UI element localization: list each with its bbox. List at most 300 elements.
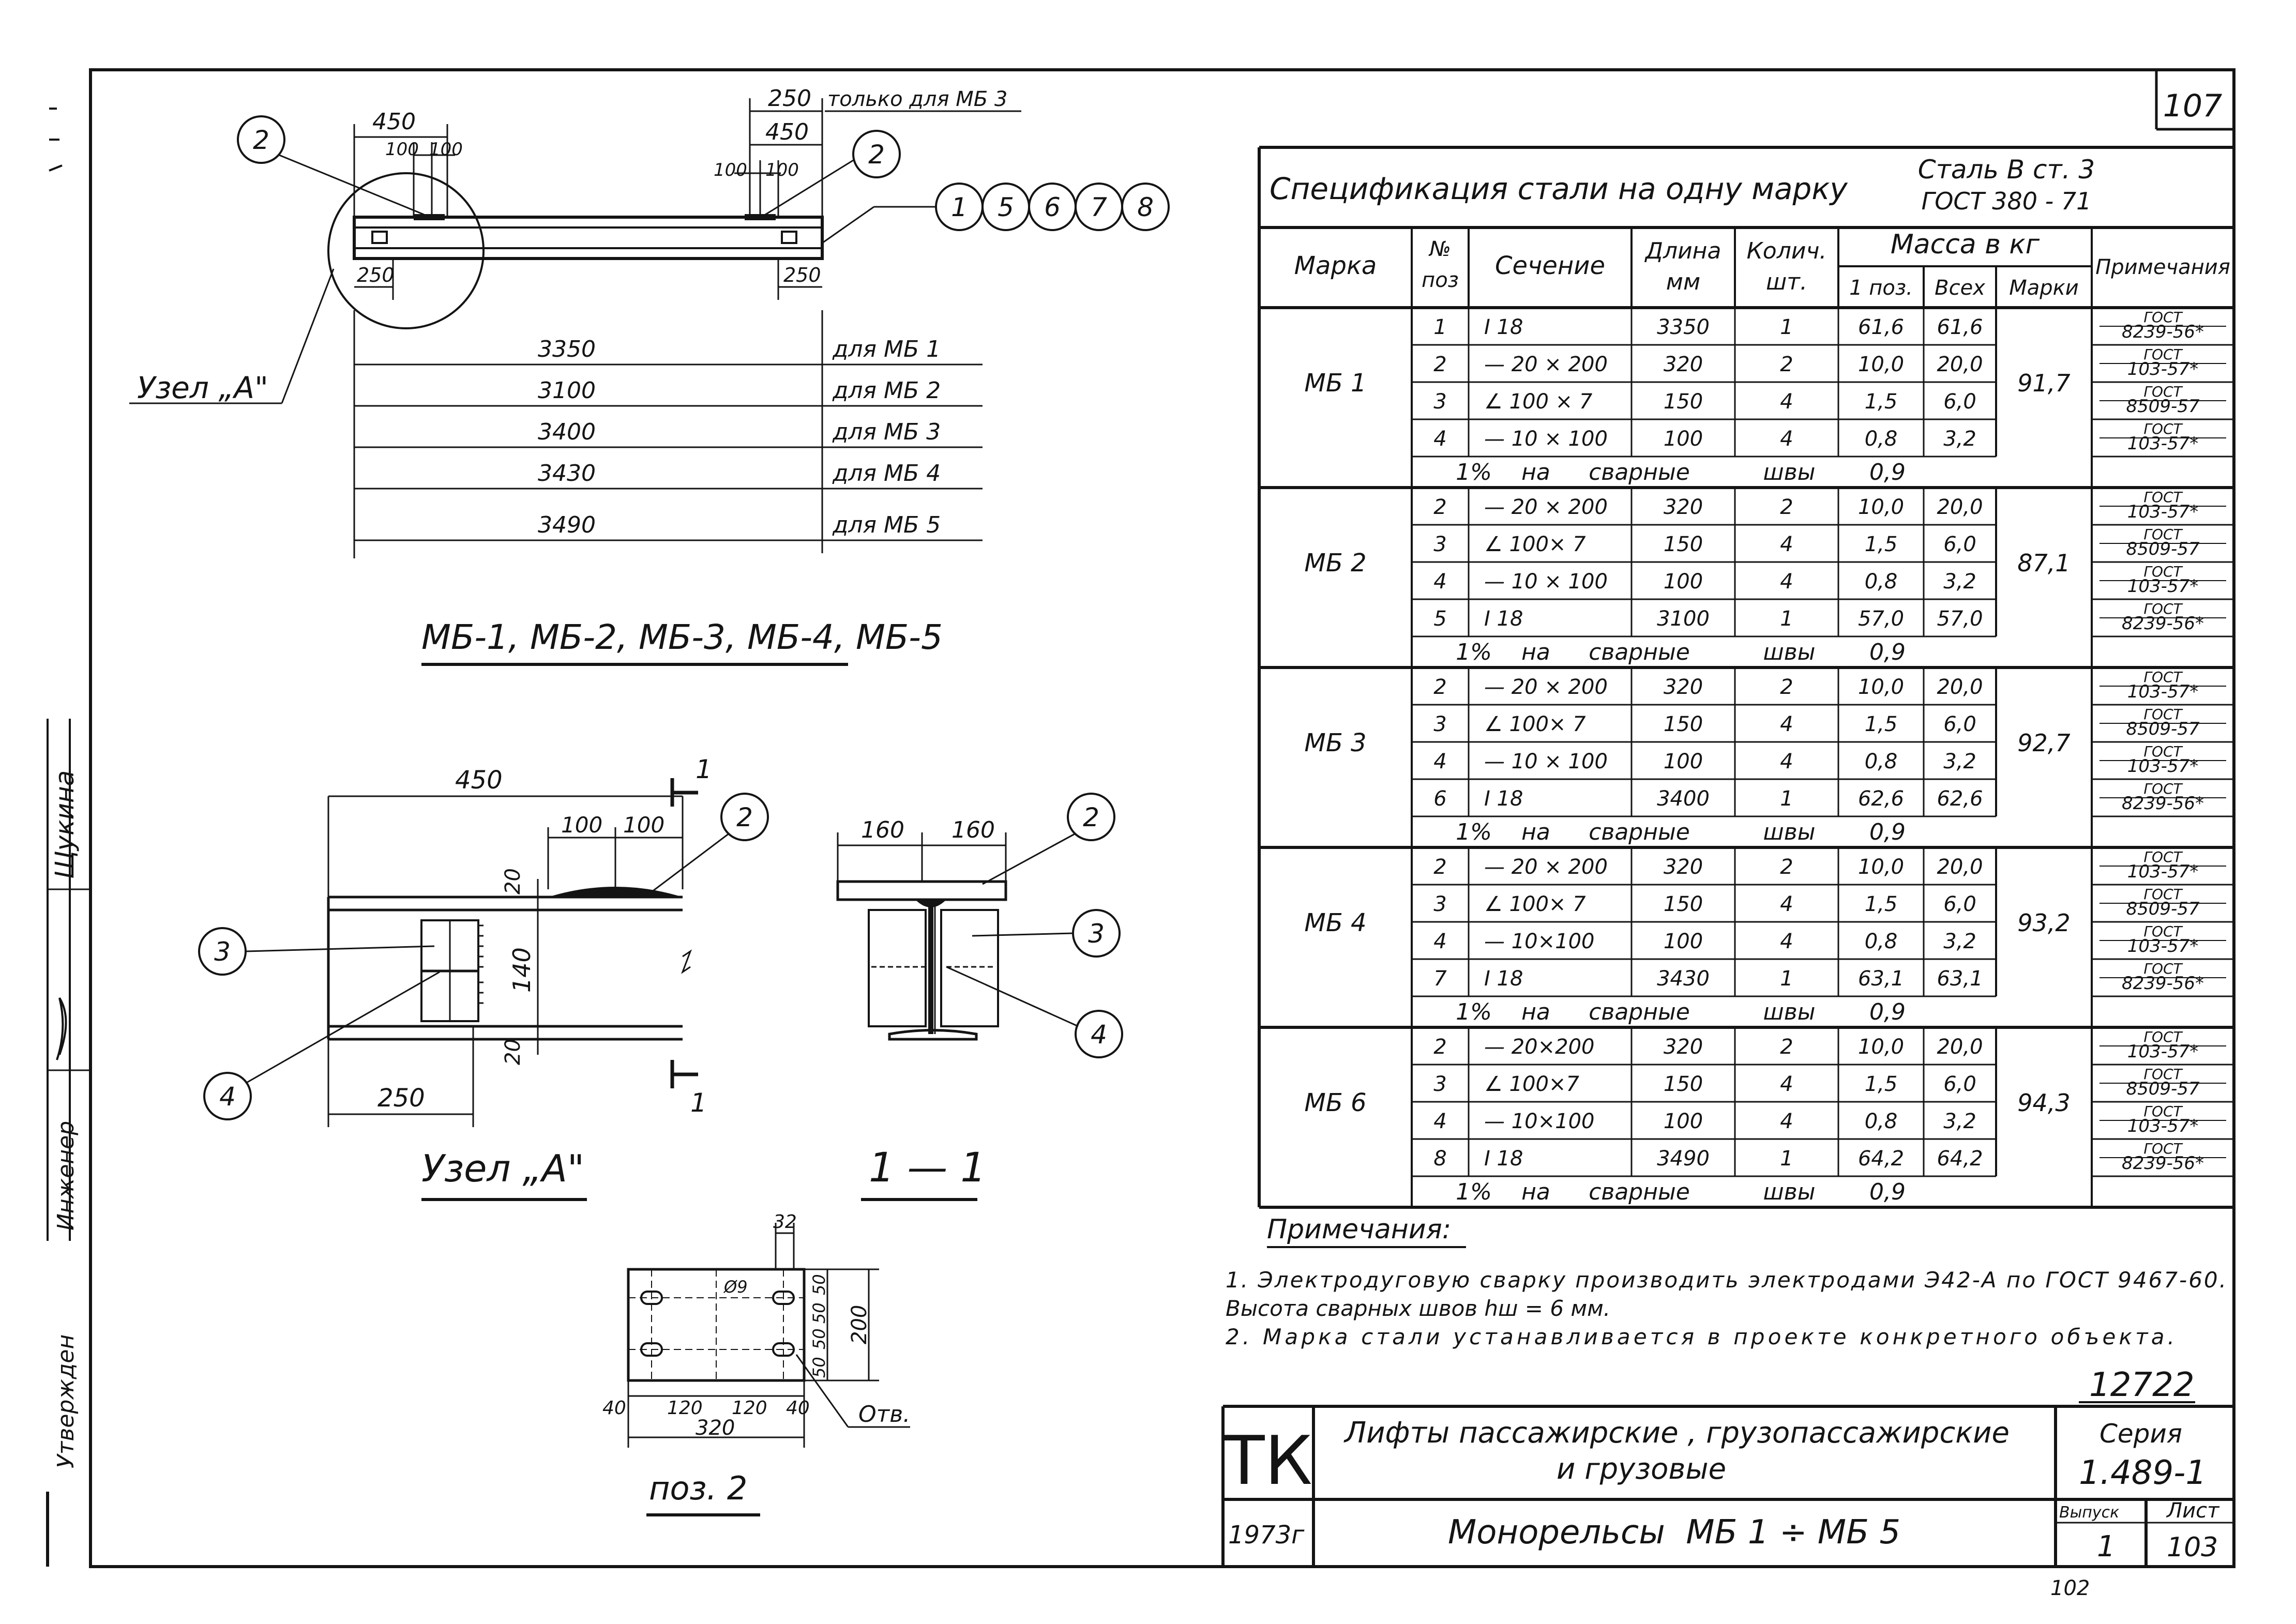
cell-note-gost: ГОСТ [2143,780,2182,797]
callout-1: 1 [951,192,968,222]
cell-pos: 4 [1433,930,1447,953]
cell-mass-one: 10,0 [1857,353,1905,376]
section-1-1 [838,794,1122,1200]
cell-note-num: 103-57* [2127,861,2199,882]
archive-number: 12722 [2089,1366,2195,1404]
group-total-mass: 91,7 [2017,369,2071,397]
sec-dim-160-a: 160 [861,817,904,843]
cell-pos: 2 [1433,675,1447,699]
cell-pos: 3 [1433,390,1447,414]
cell-qty: 2 [1780,675,1793,699]
pos2-hole-note: Ø9 [724,1277,748,1297]
group-mark: МБ 4 [1304,908,1367,937]
len-mb5: 3490 [538,512,596,538]
cell-qty: 4 [1780,390,1793,414]
cell-note-gost: ГОСТ [2143,489,2182,506]
cell-note-gost: ГОСТ [2143,526,2182,543]
sheet-value: 103 [2167,1532,2218,1563]
cell-section: ∠ 100× 7 [1484,533,1586,556]
cell-note-num: 8509-57 [2126,719,2200,739]
pos2-hole-label: Отв. [858,1401,911,1428]
cell-note-num: 8239-56* [2121,793,2204,814]
cell-section: — 10 × 100 [1484,570,1608,594]
beam-drawing [129,85,1169,664]
cell-pos: 2 [1433,855,1447,879]
plate-left [414,214,445,220]
cell-mass-all: 20,0 [1937,353,1983,376]
cell-pos: 6 [1433,787,1447,811]
hdr-mass: Масса в кг [1890,229,2040,260]
cell-qty: 2 [1780,855,1793,879]
cell-section: — 20 × 200 [1484,855,1608,879]
pos2-dim-50-a: 50 [809,1274,829,1295]
group-mark: МБ 1 [1304,369,1367,398]
group-mark: МБ 6 [1304,1088,1367,1117]
page-number-box [2156,70,2234,129]
only-mb3-note: только для МБ 3 [827,87,1008,111]
weld-word: на [1521,819,1550,845]
cell-note-num: 8239-56* [2121,1153,2204,1174]
weld-word: швы [1763,999,1816,1025]
cell-mass-all: 63,1 [1937,967,1983,991]
cell-section: — 20 × 200 [1484,495,1608,519]
cell-mass-all: 6,0 [1943,390,1976,414]
pos2-dim-120-a: 120 [667,1398,703,1419]
cell-pos: 2 [1433,1035,1447,1059]
weld-percent: 1% [1456,1179,1492,1205]
section-mark-bottom: 1 [690,1088,707,1118]
node-dim-20-bottom: 20 [501,1039,525,1065]
callout-6: 6 [1044,192,1061,222]
weld-word: сварные [1589,1179,1690,1205]
approved-label: Утвержден [53,1334,79,1468]
cell-section: — 10×100 [1484,1110,1595,1133]
cell-qty: 4 [1780,1110,1793,1133]
pos2-dim-40-b: 40 [786,1398,810,1419]
cell-mass-all: 3,2 [1943,427,1976,451]
cell-section: — 20 × 200 [1484,353,1608,376]
cell-mass-one: 57,0 [1857,607,1905,631]
project-line-2: и грузовые [1557,1452,1727,1486]
cell-mass-one: 62,6 [1857,787,1905,811]
dim-100-b: 100 [429,139,463,160]
cell-qty: 1 [1780,967,1793,991]
weld-word: сварные [1589,819,1690,845]
cell-note-gost: ГОСТ [2143,309,2182,326]
weld-word: сварные [1589,999,1690,1025]
cell-note-num: 8239-56* [2121,322,2204,342]
cell-mass-all: 20,0 [1937,495,1983,519]
cell-length: 320 [1663,1035,1703,1059]
cell-length: 320 [1663,353,1703,376]
dim-250-right-bottom: 250 [783,264,821,286]
cell-mass-one: 1,5 [1864,712,1898,736]
cell-note-num: 103-57* [2127,433,2199,454]
spec-table [1259,147,2234,1207]
cell-note-num: 8509-57 [2126,1079,2200,1099]
node-circle [328,173,484,328]
section-mark-top: 1 [696,754,712,784]
cell-section: I 18 [1484,967,1523,991]
cell-qty: 1 [1780,607,1793,631]
cell-length: 3430 [1657,967,1710,991]
weld-mass: 0,9 [1869,639,1906,665]
cell-mass-one: 0,8 [1864,750,1898,773]
note-line-3: 2. Марка стали устанавливается в проекте конкретного объекта. [1226,1324,2174,1349]
node-dim-450: 450 [455,766,503,795]
pos2-dim-32: 32 [773,1211,797,1233]
cell-qty: 4 [1780,712,1793,736]
cell-pos: 4 [1433,750,1447,773]
callout-7: 7 [1091,192,1107,222]
cell-mass-one: 10,0 [1857,495,1905,519]
len-mb1-label: для МБ 1 [833,336,941,362]
cell-note-gost: ГОСТ [2143,886,2182,903]
cell-qty: 2 [1780,353,1793,376]
node-callout-2: 2 [736,802,753,832]
notes [1226,1214,2226,1349]
cell-qty: 4 [1780,570,1793,594]
dim-100-a: 100 [385,139,419,160]
cell-length: 3350 [1657,315,1710,339]
cell-note-gost: ГОСТ [2143,1066,2182,1083]
cell-pos: 2 [1433,353,1447,376]
cell-length: 320 [1663,675,1703,699]
group-total-mass: 87,1 [2017,549,2071,577]
dim-450-left: 450 [372,109,416,135]
notes-title: Примечания: [1267,1214,1452,1245]
cell-mass-one: 64,2 [1857,1147,1905,1171]
cell-mass-one: 1,5 [1864,1072,1898,1096]
cell-length: 100 [1663,930,1703,953]
node-a-title: Узел „А" [421,1147,585,1190]
cell-mass-all: 3,2 [1943,1110,1976,1133]
weld-word: швы [1763,1179,1816,1205]
callout-2-right: 2 [868,140,885,170]
cell-qty: 1 [1780,1147,1793,1171]
beam-title: МБ-1, МБ-2, МБ-3, МБ-4, МБ-5 [421,617,943,657]
cell-note-gost: ГОСТ [2143,960,2182,977]
pos2-dim-50-b: 50 [809,1302,829,1324]
cell-mass-one: 0,8 [1864,570,1898,594]
cell-length: 150 [1663,533,1703,556]
cell-note-gost: ГОСТ [2143,346,2182,363]
len-mb1: 3350 [538,336,596,362]
node-callout-4: 4 [219,1082,236,1112]
len-mb3-label: для МБ 3 [833,419,941,445]
cell-pos: 5 [1433,607,1447,631]
weld-mass: 0,9 [1869,999,1906,1025]
issue-label: Выпуск [2059,1504,2120,1522]
project-line-1: Лифты пассажирские , грузопассажирские [1345,1416,2010,1450]
hdr-mass-all: Всех [1935,276,1985,300]
cell-mass-all: 62,6 [1937,787,1983,811]
cell-qty: 2 [1780,1035,1793,1059]
page-number-top: 107 [2163,88,2223,124]
cell-section: — 20 × 200 [1484,675,1608,699]
cell-section: ∠ 100×7 [1484,1072,1579,1096]
hdr-length: Длина [1645,238,1721,264]
cell-note-num: 103-57* [2127,936,2199,957]
spec-steel: Сталь В ст. 3 [1917,155,2095,185]
weld-word: швы [1763,819,1816,845]
cell-section: I 18 [1484,607,1523,631]
cell-mass-all: 61,6 [1937,315,1983,339]
note-line-1: 1. Электродуговую сварку производить электродами Э42-А по ГОСТ 9467-60. [1226,1267,2226,1293]
hdr-qty: шт. [1766,269,1807,295]
weld-mass: 0,9 [1869,1179,1906,1205]
pos2-dim-120-b: 120 [732,1398,767,1419]
cell-note-gost: ГОСТ [2143,706,2182,723]
cell-length: 150 [1663,390,1703,414]
title-block [1223,1406,2234,1567]
dim-250-left-bottom: 250 [357,264,395,286]
cell-qty: 2 [1780,495,1793,519]
len-mb4-label: для МБ 4 [833,460,941,487]
cell-note-gost: ГОСТ [2143,848,2182,866]
callout-8: 8 [1137,192,1154,222]
cell-qty: 4 [1780,427,1793,451]
sec-callout-2: 2 [1083,802,1099,832]
cell-qty: 1 [1780,315,1793,339]
cell-qty: 1 [1780,787,1793,811]
dim-100-d: 100 [765,160,799,180]
cell-note-gost: ГОСТ [2143,1028,2182,1045]
weld-word: на [1521,639,1550,665]
cell-section: — 20×200 [1484,1035,1595,1059]
weld-word: швы [1763,459,1816,485]
cell-length: 100 [1663,570,1703,594]
cell-note-num: 8239-56* [2121,973,2204,994]
cell-note-num: 8509-57 [2126,539,2200,559]
cell-note-gost: ГОСТ [2143,600,2182,617]
node-dim-250: 250 [377,1084,425,1113]
cell-qty: 4 [1780,533,1793,556]
pos2-dim-320: 320 [696,1416,735,1440]
cell-section: ∠ 100 × 7 [1484,390,1593,414]
cell-mass-all: 20,0 [1937,855,1983,879]
cell-mass-all: 3,2 [1943,570,1976,594]
pos2-title: поз. 2 [649,1469,748,1507]
cell-note-gost: ГОСТ [2143,923,2182,940]
cell-note-num: 8509-57 [2126,396,2200,417]
cell-pos: 3 [1433,892,1447,916]
cell-note-gost: ГОСТ [2143,563,2182,580]
cell-section: I 18 [1484,315,1523,339]
node-dim-20-top: 20 [501,868,525,894]
cell-mass-all: 20,0 [1937,675,1983,699]
pos2-dim-200: 200 [848,1304,871,1344]
cell-length: 100 [1663,1110,1703,1133]
cell-note-gost: ГОСТ [2143,1103,2182,1120]
engineer-label: Инженер [53,1120,79,1231]
cell-mass-one: 10,0 [1857,855,1905,879]
cell-mass-one: 61,6 [1857,315,1905,339]
hdr-length: мм [1666,269,1701,295]
pos2-dim-40-a: 40 [602,1398,626,1419]
cell-section: ∠ 100× 7 [1484,892,1586,916]
weld-word: на [1521,1179,1550,1205]
cell-note-num: 8509-57 [2126,899,2200,919]
len-mb4: 3430 [538,460,596,487]
issue-value: 1 [2097,1530,2116,1564]
cell-mass-all: 3,2 [1943,930,1976,953]
hdr-pos: поз [1422,268,1459,292]
series-value: 1.489-1 [2079,1454,2207,1492]
dim-250-right-top: 250 [768,85,811,112]
cell-length: 3100 [1657,607,1710,631]
cell-mass-one: 0,8 [1864,930,1898,953]
node-dim-100-b: 100 [623,812,665,838]
cell-note-num: 103-57* [2127,359,2199,380]
pos2-dim-50-c: 50 [809,1328,829,1349]
callout-5: 5 [998,192,1014,222]
weld-word: сварные [1589,459,1690,485]
cell-length: 320 [1663,495,1703,519]
group-total-mass: 92,7 [2017,729,2071,757]
cell-section: I 18 [1484,1147,1523,1171]
node-a-detail [199,754,768,1200]
weld-percent: 1% [1456,639,1492,665]
cell-qty: 4 [1780,1072,1793,1096]
cell-note-num: 103-57* [2127,756,2199,777]
hdr-mass-one: 1 поз. [1849,276,1913,300]
cell-mass-all: 6,0 [1943,892,1976,916]
sec-callout-4: 4 [1091,1020,1107,1050]
weld-word: швы [1763,639,1816,665]
cell-mass-one: 0,8 [1864,427,1898,451]
hdr-qty: Колич. [1746,238,1827,264]
cell-note-gost: ГОСТ [2143,383,2182,400]
signature [57,998,66,1060]
weld-mass: 0,9 [1869,459,1906,485]
cell-pos: 8 [1433,1147,1447,1171]
cell-pos: 4 [1433,570,1447,594]
cell-pos: 4 [1433,1110,1447,1133]
cell-qty: 4 [1780,892,1793,916]
cell-section: ∠ 100× 7 [1484,712,1586,736]
cell-section: — 10 × 100 [1484,750,1608,773]
cell-length: 150 [1663,712,1703,736]
cell-pos: 7 [1433,967,1447,991]
len-mb2-label: для МБ 2 [833,377,941,404]
cell-note-num: 103-57* [2127,576,2199,597]
cell-length: 320 [1663,855,1703,879]
cell-mass-one: 10,0 [1857,1035,1905,1059]
cell-section: — 10×100 [1484,930,1595,953]
cell-mass-one: 1,5 [1864,533,1898,556]
dim-100-c: 100 [714,160,747,180]
node-dim-140: 140 [508,947,536,993]
pos2-dim-50-d: 50 [809,1357,829,1378]
cell-note-num: 103-57* [2127,1116,2199,1136]
cell-pos: 2 [1433,495,1447,519]
cell-mass-all: 20,0 [1937,1035,1983,1059]
node-dim-100-a: 100 [561,812,603,838]
cell-note-gost: ГОСТ [2143,743,2182,760]
side-stamp [48,109,90,1468]
cell-length: 3400 [1657,787,1710,811]
cell-section: — 10 × 100 [1484,427,1608,451]
weld-percent: 1% [1456,459,1492,485]
cell-mass-all: 6,0 [1943,533,1976,556]
note-line-2: Высота сварных швов hш = 6 мм. [1226,1296,1611,1321]
cell-note-num: 103-57* [2127,502,2199,522]
len-mb3: 3400 [538,419,596,445]
section-title: 1 — 1 [869,1145,986,1191]
checked-name: Щукина [50,770,80,879]
cell-length: 150 [1663,1072,1703,1096]
cell-mass-one: 63,1 [1857,967,1905,991]
len-mb5-label: для МБ 5 [833,512,941,538]
node-callout-3: 3 [214,937,231,967]
cell-pos: 3 [1433,533,1447,556]
sheet-label: Лист [2167,1499,2219,1523]
node-a-label: Узел „А" [137,370,268,405]
cell-qty: 4 [1780,750,1793,773]
cell-note-num: 103-57* [2127,1041,2199,1062]
pos2-plate [602,1211,910,1515]
cell-pos: 3 [1433,712,1447,736]
len-mb2: 3100 [538,377,596,404]
weld-word: сварные [1589,639,1690,665]
cell-length: 150 [1663,892,1703,916]
cell-mass-all: 57,0 [1937,607,1983,631]
sec-callout-3: 3 [1088,919,1105,949]
year: 1973г [1228,1521,1305,1550]
weld-word: на [1521,459,1550,485]
cell-mass-one: 0,8 [1864,1110,1898,1133]
cell-mass-one: 1,5 [1864,892,1898,916]
cell-mass-all: 3,2 [1943,750,1976,773]
cell-mass-one: 1,5 [1864,390,1898,414]
cell-mass-all: 6,0 [1943,1072,1976,1096]
spec-title: Спецификация стали на одну марку [1270,171,1848,206]
cell-length: 100 [1663,750,1703,773]
series-label: Серия [2099,1419,2182,1449]
sec-dim-160-b: 160 [951,817,995,843]
weld-mass: 0,9 [1869,819,1906,845]
hdr-section: Сечение [1494,251,1606,280]
group-mark: МБ 3 [1304,728,1367,757]
group-mark: МБ 2 [1304,549,1367,578]
cell-pos: 4 [1433,427,1447,451]
hdr-mass-mark: Марки [2009,276,2079,300]
dim-450-right: 450 [765,119,809,145]
slot-holes [641,1292,794,1356]
spec-gost: ГОСТ 380 - 71 [1921,187,2092,215]
cell-pos: 3 [1433,1072,1447,1096]
cell-note-num: 8239-56* [2121,613,2204,634]
callout-2-left: 2 [253,125,269,155]
cell-note-num: 103-57* [2127,681,2199,702]
bottom-number: 102 [2050,1576,2090,1600]
weld-percent: 1% [1456,819,1492,845]
cell-note-gost: ГОСТ [2143,420,2182,437]
callout-group-right [936,184,1169,230]
cell-note-gost: ГОСТ [2143,669,2182,686]
weld-word: на [1521,999,1550,1025]
drawing-title: Монорельсы МБ 1 ÷ МБ 5 [1448,1513,1901,1552]
cell-note-gost: ГОСТ [2143,1140,2182,1157]
weld-percent: 1% [1456,999,1492,1025]
hdr-mark: Марка [1294,251,1377,280]
cell-mass-all: 64,2 [1937,1147,1983,1171]
cell-mass-one: 10,0 [1857,675,1905,699]
group-total-mass: 94,3 [2017,1089,2071,1117]
cell-mass-all: 6,0 [1943,712,1976,736]
cell-section: I 18 [1484,787,1523,811]
